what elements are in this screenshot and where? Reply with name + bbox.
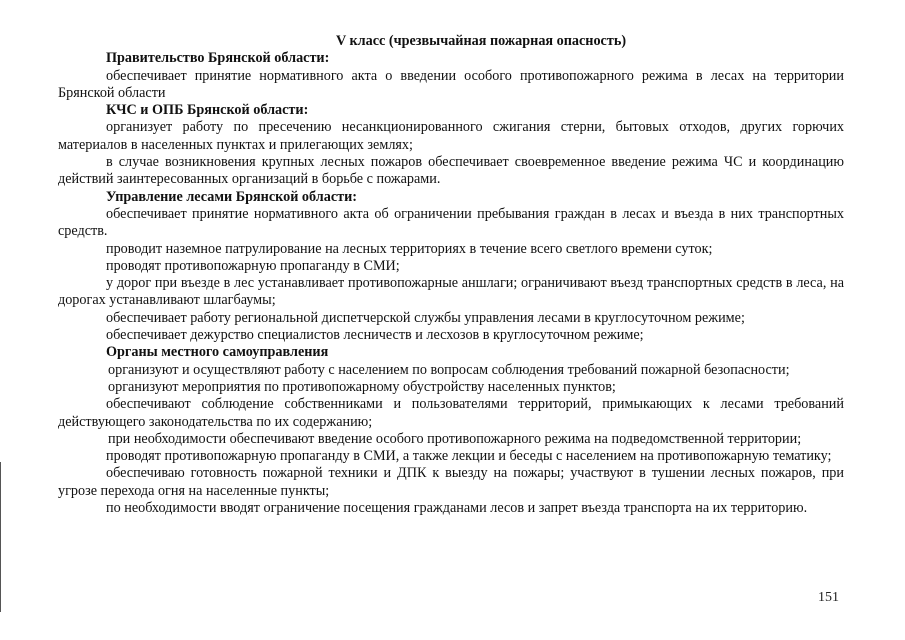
- section-item: проводят противопожарную пропаганду в СМИ, а также лекции и беседы с населением на противопожарную тематику;: [106, 448, 832, 465]
- section-government: [58, 50, 844, 102]
- section-item: организуют и осуществляют работу с населением по вопросам соблюдения требований пожарной безопасности;: [108, 361, 790, 378]
- document-title: V класс (чрезвычайная пожарная опасность): [335, 33, 627, 49]
- section-item: у дорог при въезде в лес устанавливает противопожарные аншлаги; ограничивают въезд транспортных средств в леса, на дорогах устанавливают шлагбаумы;: [58, 275, 844, 309]
- section-item: обеспечивают соблюдение собственниками и пользователями территорий, примыкающих к лесами требований действующего законодательства по их содержанию;: [58, 396, 844, 430]
- page-number: 151: [818, 590, 839, 605]
- section-item: обеспечивает дежурство специалистов лесничеств и лесхозов в круглосуточном режиме;: [106, 327, 644, 344]
- section-item: проводят противопожарную пропаганду в СМИ;: [106, 257, 400, 274]
- section-heading: КЧС и ОПБ Брянской области:: [106, 102, 309, 119]
- section-item: организуют мероприятия по противопожарному обустройству населенных пунктов;: [108, 378, 616, 395]
- scan-edge-line: [0, 462, 1, 612]
- section-heading: Управление лесами Брянской области:: [106, 188, 357, 205]
- section-item: обеспечивает работу региональной диспетчерской службы управления лесами в круглосуточном режиме;: [106, 309, 745, 326]
- section-item: проводит наземное патрулирование на лесных территориях в течение всего светлого времени суток;: [106, 240, 713, 257]
- section-item: обеспечивает принятие нормативного акта о введении особого противопожарного режима в лесах на территории Брянской области: [58, 67, 844, 101]
- section-local-government: [58, 344, 844, 517]
- section-item: обеспечиваю готовность пожарной техники и ДПК к выезду на пожары; участвуют в тушении лесных пожаров, при угрозе перехода огня на населенные пункты;: [58, 465, 844, 499]
- section-item: при необходимости обеспечивают введение особого противопожарного режима на подведомственной территории;: [108, 430, 802, 447]
- section-heading: Правительство Брянской области:: [106, 50, 330, 67]
- section-kchs-opb: [58, 102, 844, 188]
- section-item: по необходимости вводят ограничение посещения гражданами лесов и запрет въезда транспорта на их территорию.: [106, 500, 808, 517]
- section-item: обеспечивает принятие нормативного акта об ограничении пребывания граждан в лесах и въезда в них транспортных средств.: [58, 205, 844, 240]
- section-forest-management: [58, 189, 844, 345]
- section-item: в случае возникновения крупных лесных пожаров обеспечивает своевременное введение режима ЧС и координацию действий заинтересованных организаций в борьбе с пожарами.: [58, 154, 844, 188]
- document-body: [58, 33, 844, 517]
- section-heading: Органы местного самоуправления: [106, 344, 329, 361]
- section-item: организует работу по пресечению несанкционированного сжигания стерни, бытовых отходов, других горючих материалов в населенных пунктах и прилегающих землях;: [58, 119, 844, 153]
